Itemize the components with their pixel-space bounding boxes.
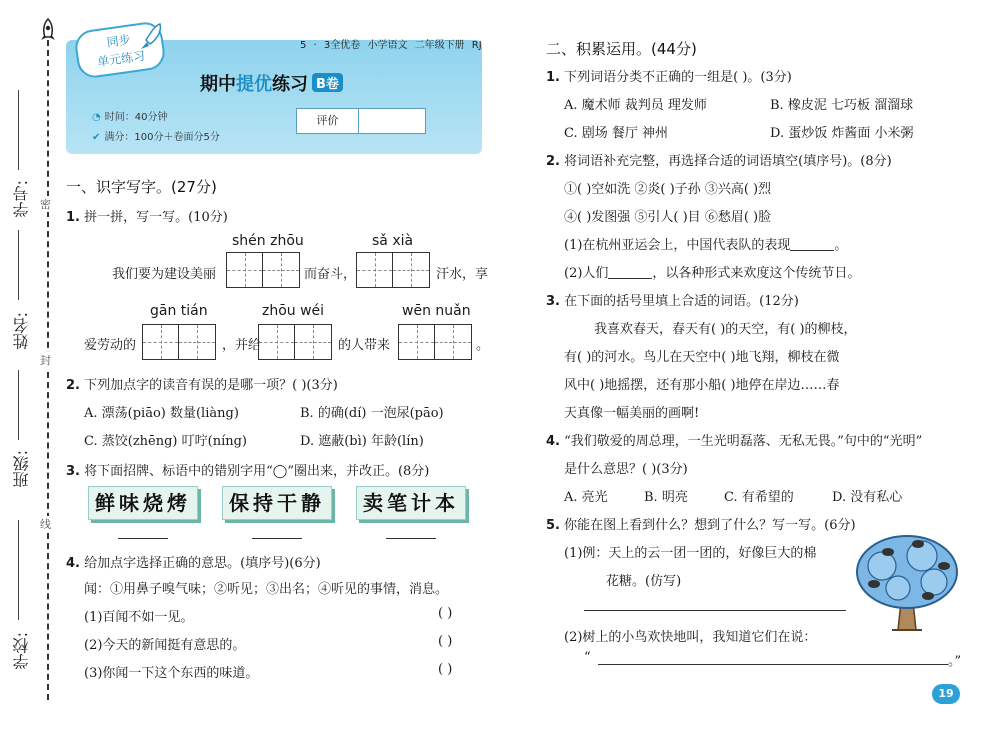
r-q5-answer-line2[interactable] — [598, 664, 948, 665]
r-q4-text: “我们敬爱的周总理，一生光明磊落、无私无畏。”句中的“光明” — [564, 434, 923, 449]
class-line — [18, 370, 19, 440]
badge-line1: 同步 — [105, 32, 132, 50]
r-q3-text: 在下面的括号里填上合适的词语。(12分) — [564, 294, 799, 309]
school-line — [18, 520, 19, 620]
writing-grid-5[interactable] — [398, 324, 472, 360]
l-q4-item1: (1)百闻不如一见。 — [84, 610, 194, 625]
pinyin-gantian: gān tián — [150, 303, 208, 319]
l-q4-text: 给加点字选择正确的意思。(填序号)(6分) — [84, 556, 321, 571]
l-q4-answer3[interactable]: ( ) — [438, 662, 453, 677]
badge-line2: 单元练习 — [96, 48, 146, 70]
time-text: 时间：40分钟 — [104, 112, 168, 123]
r-q2-s1-end: 。 — [834, 238, 848, 253]
dense-mark: 密 — [40, 198, 51, 211]
name-label: 姓名: — [12, 312, 31, 350]
sign-3[interactable]: 卖笔计本 — [356, 486, 466, 520]
r-q2-title: 2. 将词语补充完整，再选择合适的词语填空(填序号)。(8分) — [546, 154, 892, 169]
l-q4-definitions: 闻：①用鼻子嗅气味；②听见；③出名；④听见的事情，消息。 — [84, 582, 449, 597]
r-q2-sentence2 — [564, 262, 860, 281]
cut-line — [47, 40, 49, 700]
class-label: 班级: — [12, 450, 31, 488]
l-q1-text: 拼一拼，写一写。(10分) — [84, 210, 228, 225]
l-q2-text: 下列加点字的读音有误的是哪一项？( )(3分) — [84, 378, 338, 393]
pinyin-shenzhou: shén zhōu — [232, 233, 304, 249]
l-q1-text2b: ，并给 — [222, 338, 262, 353]
l-q2-option-d[interactable]: D. 遮蔽(bì) 年龄(lín) — [300, 434, 424, 449]
r-q2-sentence1 — [564, 234, 847, 253]
title-part1: 期中 — [200, 74, 236, 95]
l-q2-option-c[interactable]: C. 蒸饺(zhēng) 叮咛(níng) — [84, 434, 248, 449]
writing-grid-1[interactable] — [226, 252, 300, 288]
answer-line-2[interactable] — [252, 538, 302, 539]
l-q1-text2a: 爱劳动的 — [84, 338, 137, 353]
l-q4-answer1[interactable]: ( ) — [438, 606, 453, 621]
sign-2[interactable]: 保持干静 — [222, 486, 332, 520]
r-q5-text: 你能在图上看到什么？想到了什么？写一写。(6分) — [564, 518, 856, 533]
r-q3-line4: 天真像一幅美丽的画啊! — [564, 406, 700, 421]
l-q3-text: 将下面招牌、标语中的错别字用“◯”圈出来，并改正。(8分) — [84, 464, 430, 479]
r-q3-line2[interactable]: 有( )的河水。鸟儿在天空中( )地飞翔，柳枝在微 — [564, 350, 840, 365]
r-q4-option-b[interactable]: B. 明亮 — [644, 490, 688, 505]
r-q2-row1[interactable]: ①( )空如洗 ②炎( )子孙 ③兴高( )烈 — [564, 182, 772, 197]
l-q2-option-a[interactable]: A. 漂荡(piāo) 数量(liàng) — [84, 406, 239, 421]
r-q4-option-c[interactable]: C. 有希望的 — [724, 490, 794, 505]
l-q1-text2c: 的人带来 — [338, 338, 391, 353]
time-info — [92, 108, 167, 123]
r-q1-option-d[interactable]: D. 蛋炒饭 炸酱面 小米粥 — [770, 126, 914, 141]
seal-mark: 封 — [40, 354, 51, 367]
l-q3-title: 3. 将下面招牌、标语中的错别字用“◯”圈出来，并改正。(8分) — [66, 464, 430, 479]
l-q1-title: 1. 拼一拼，写一写。(10分) — [66, 210, 228, 225]
l-q2-option-b[interactable]: B. 的确(dí) 一泡尿(pāo) — [300, 406, 444, 421]
l-q4-item2: (2)今天的新闻挺有意思的。 — [84, 638, 246, 653]
r-q3-title: 3. 在下面的括号里填上合适的词语。(12分) — [546, 294, 799, 309]
evaluation-label: 评价 — [297, 109, 359, 133]
r-q5-quote-close: 。” — [948, 654, 962, 669]
r-q5-answer-line1[interactable] — [584, 610, 846, 611]
title-part2: 提优 — [236, 74, 272, 95]
score-info — [92, 128, 220, 143]
r-q2-row2[interactable]: ④( )发图强 ⑤引人( )目 ⑥愁眉( )脸 — [564, 210, 772, 225]
page-number: 19 — [932, 684, 960, 704]
title-tag: B卷 — [312, 73, 343, 92]
r-q1-title: 1. 下列词语分类不正确的一组是( )。(3分) — [546, 70, 792, 85]
l-q1-text1c: 汗水，享 — [436, 267, 489, 282]
answer-line-3[interactable] — [386, 538, 436, 539]
writing-grid-4[interactable] — [258, 324, 332, 360]
school-label: 学校: — [12, 632, 31, 670]
r-q3-line1[interactable]: 我喜欢春天，春天有( )的天空，有( )的柳枝， — [594, 322, 857, 337]
r-q4-title: 4. “我们敬爱的周总理，一生光明磊落、无私无畏。”句中的“光明” — [546, 434, 923, 449]
section2-title: 二、积累运用。(44分) — [546, 40, 697, 58]
r-q2-text: 将词语补充完整，再选择合适的词语填空(填序号)。(8分) — [564, 154, 892, 169]
evaluation-field[interactable] — [359, 109, 425, 133]
book-meta: 5 · 3全优卷 小学语文 二年级下册 RJ — [300, 40, 482, 51]
r-q4-option-d[interactable]: D. 没有私心 — [832, 490, 903, 505]
r-q2-s2-blank[interactable] — [608, 278, 652, 279]
r-q2-s1-blank[interactable] — [790, 250, 834, 251]
line-mark: 线 — [40, 518, 51, 531]
r-q3-line3[interactable]: 风中( )地摇摆，还有那小船( )地停在岸边……春 — [564, 378, 840, 393]
l-q4-answer2[interactable]: ( ) — [438, 634, 453, 649]
r-q1-option-b[interactable]: B. 橡皮泥 七巧板 溜溜球 — [770, 98, 914, 113]
binding-strip — [0, 0, 58, 746]
name-line — [18, 230, 19, 300]
l-q2-title: 2. 下列加点字的读音有误的是哪一项？( )(3分) — [66, 378, 338, 393]
r-q1-option-a[interactable]: A. 魔术师 裁判员 理发师 — [564, 98, 707, 113]
r-q2-s2-start: (2)人们 — [564, 266, 609, 281]
r-q1-text: 下列词语分类不正确的一组是( )。(3分) — [564, 70, 792, 85]
writing-grid-2[interactable] — [356, 252, 430, 288]
l-q1-text1b: 而奋斗， — [304, 267, 357, 282]
score-text: 满分：100分＋卷面分5分 — [104, 132, 220, 143]
r-q5-example1: (1)例：天上的云一团一团的，好像巨大的棉 — [564, 546, 817, 561]
l-q1-text1a: 我们要为建设美丽 — [112, 267, 217, 282]
l-q4-item3: (3)你闻一下这个东西的味道。 — [84, 666, 259, 681]
r-q1-option-c[interactable]: C. 剧场 餐厅 神州 — [564, 126, 669, 141]
r-q5-prompt2: (2)树上的小鸟欢快地叫，我知道它们在说： — [564, 630, 817, 645]
student-id-label: 学号: — [12, 180, 31, 218]
r-q2-s2-end: ，以各种形式来欢度这个传统节日。 — [652, 266, 861, 281]
r-q4-option-a[interactable]: A. 亮光 — [564, 490, 608, 505]
pinyin-saxia: sǎ xià — [372, 233, 414, 249]
r-q5-quote-open: “ — [584, 650, 591, 665]
clock-icon: ◔ — [92, 112, 101, 123]
tree-with-birds-illustration — [852, 532, 962, 638]
section1-title: 一、识字写字。(27分) — [66, 178, 217, 196]
r-q4-line2: 是什么意思？( )(3分) — [564, 462, 688, 477]
evaluation-box[interactable] — [296, 108, 426, 134]
sign-1[interactable]: 鲜味烧烤 — [88, 486, 198, 520]
answer-line-1[interactable] — [118, 538, 168, 539]
student-id-line — [18, 90, 19, 170]
writing-grid-3[interactable] — [142, 324, 216, 360]
title-part3: 练习 — [272, 74, 308, 95]
page-title — [200, 70, 343, 96]
check-icon: ✔ — [92, 132, 101, 143]
rocket-badge-icon — [138, 22, 166, 56]
r-q5-title: 5. 你能在图上看到什么？想到了什么？写一写。(6分) — [546, 518, 856, 533]
l-q1-text2d: 。 — [476, 338, 490, 353]
r-q2-s1-text: (1)在杭州亚运会上，中国代表队的表现 — [564, 238, 791, 253]
pinyin-zhouwei: zhōu wéi — [262, 303, 325, 319]
pinyin-wennuan: wēn nuǎn — [402, 303, 471, 319]
l-q4-title: 4. 给加点字选择正确的意思。(填序号)(6分) — [66, 556, 321, 571]
r-q5-example2: 花糖。(仿写) — [606, 574, 682, 589]
